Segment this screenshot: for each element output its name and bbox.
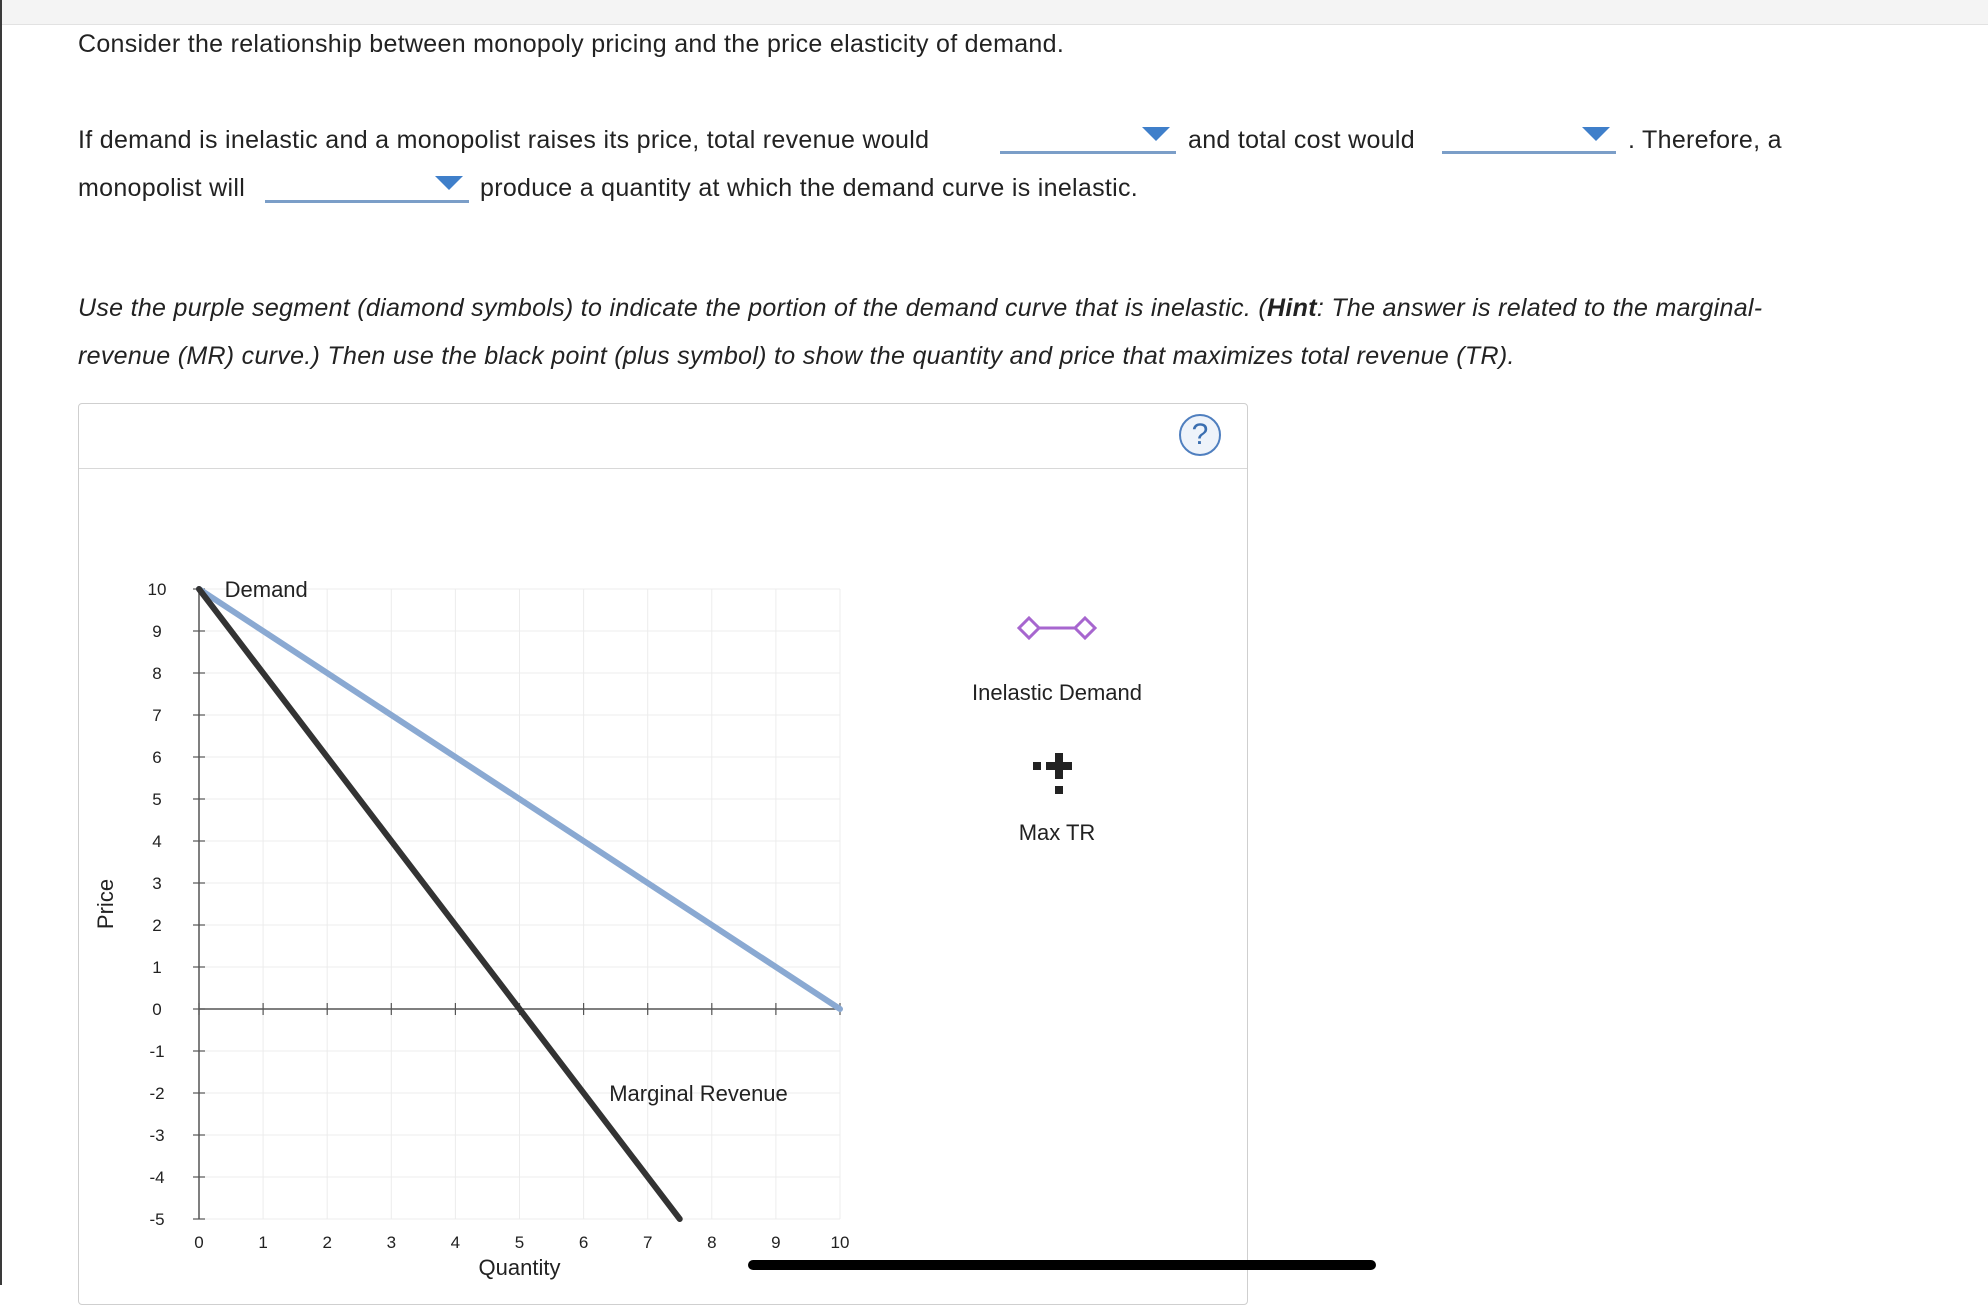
y-tick-label: -5: [149, 1210, 165, 1229]
axes: [93, 580, 849, 1280]
x-tick-label: 7: [642, 1233, 653, 1252]
marginal-revenue-label: Marginal Revenue: [609, 1081, 788, 1106]
y-tick-label: 0: [152, 1000, 162, 1019]
y-tick-label: 9: [152, 622, 162, 641]
total-cost-dropdown[interactable]: [1442, 121, 1616, 154]
chevron-down-icon: [435, 176, 463, 190]
chart-canvas[interactable]: [79, 404, 1247, 1284]
y-tick-label: -3: [149, 1126, 165, 1145]
y-tick-label: -4: [149, 1168, 165, 1187]
demand-label: Demand: [224, 577, 308, 602]
question-line1-part1: If demand is inelastic and a monopolist raises its price, total revenue would: [78, 126, 930, 154]
help-button[interactable]: ?: [1179, 414, 1221, 456]
y-tick-label: -1: [149, 1042, 165, 1061]
marginal-revenue-curve: [199, 589, 680, 1219]
inelastic-demand-label: Inelastic Demand: [972, 680, 1142, 705]
x-tick-label: 1: [258, 1233, 268, 1252]
total-revenue-dropdown[interactable]: [1000, 121, 1176, 154]
scroll-indicator-bar: [748, 1260, 1376, 1270]
x-tick-label: 9: [771, 1233, 781, 1252]
question-line1-part3: . Therefore, a: [1628, 126, 1782, 154]
left-border: [0, 0, 2, 1285]
max-tr-tool[interactable]: [1033, 753, 1072, 794]
plus-icon: [1046, 762, 1072, 770]
question-line1-part2: and total cost would: [1188, 126, 1415, 154]
x-tick-label: 6: [578, 1233, 589, 1252]
plus-handle: [1033, 762, 1041, 770]
diamond-icon: [1019, 618, 1039, 638]
y-tick-label: 3: [152, 874, 162, 893]
grid: [199, 589, 840, 1219]
question-line2-part2: produce a quantity at which the demand curve is inelastic.: [480, 174, 1139, 202]
x-tick-label: 10: [830, 1233, 850, 1252]
y-tick-label: 10: [147, 580, 167, 599]
x-tick-label: 4: [450, 1233, 461, 1252]
y-tick-label: 2: [152, 916, 162, 935]
instruction-text-b: : The answer is related to the marginal-: [1316, 294, 1763, 322]
x-tick-label: 0: [194, 1233, 204, 1252]
top-strip: [0, 0, 1988, 25]
hint-label: Hint: [1267, 294, 1317, 322]
instruction-text-a: Use the purple segment (diamond symbols) to indicate the portion of the demand curve that is inelastic. (: [78, 294, 1268, 322]
x-axis-label: Quantity: [478, 1255, 561, 1280]
y-tick-label: 7: [152, 706, 162, 725]
max-tr-label: Max TR: [1018, 820, 1096, 845]
x-tick-label: 2: [322, 1233, 332, 1252]
y-tick-label: 5: [152, 790, 162, 809]
monopolist-will-dropdown[interactable]: [265, 170, 469, 203]
y-tick-label: 1: [152, 958, 162, 977]
y-tick-label: 4: [152, 832, 162, 851]
diamond-icon: [1075, 618, 1095, 638]
instruction-line1: [78, 294, 1762, 323]
chevron-down-icon: [1142, 127, 1170, 141]
question-intro: Consider the relationship between monopoly pricing and the price elasticity of demand.: [78, 30, 1065, 58]
x-tick-label: 5: [514, 1233, 525, 1252]
y-axis-label: Price: [93, 878, 118, 930]
y-tick-label: -2: [149, 1084, 165, 1103]
x-tick-label: 3: [386, 1233, 397, 1252]
plus-handle: [1055, 786, 1063, 794]
chevron-down-icon: [1582, 127, 1610, 141]
instruction-line2: revenue (MR) curve.) Then use the black point (plus symbol) to show the quantity and price that maximizes total revenue (TR).: [78, 342, 1515, 370]
question-line2-part1: monopolist will: [78, 174, 246, 202]
x-tick-label: 8: [707, 1233, 717, 1252]
inelastic-demand-tool[interactable]: [1019, 618, 1095, 638]
y-tick-label: 8: [152, 664, 162, 683]
graph-panel: [78, 403, 1248, 1305]
tool-palette: [972, 618, 1142, 845]
y-tick-label: 6: [152, 748, 162, 767]
